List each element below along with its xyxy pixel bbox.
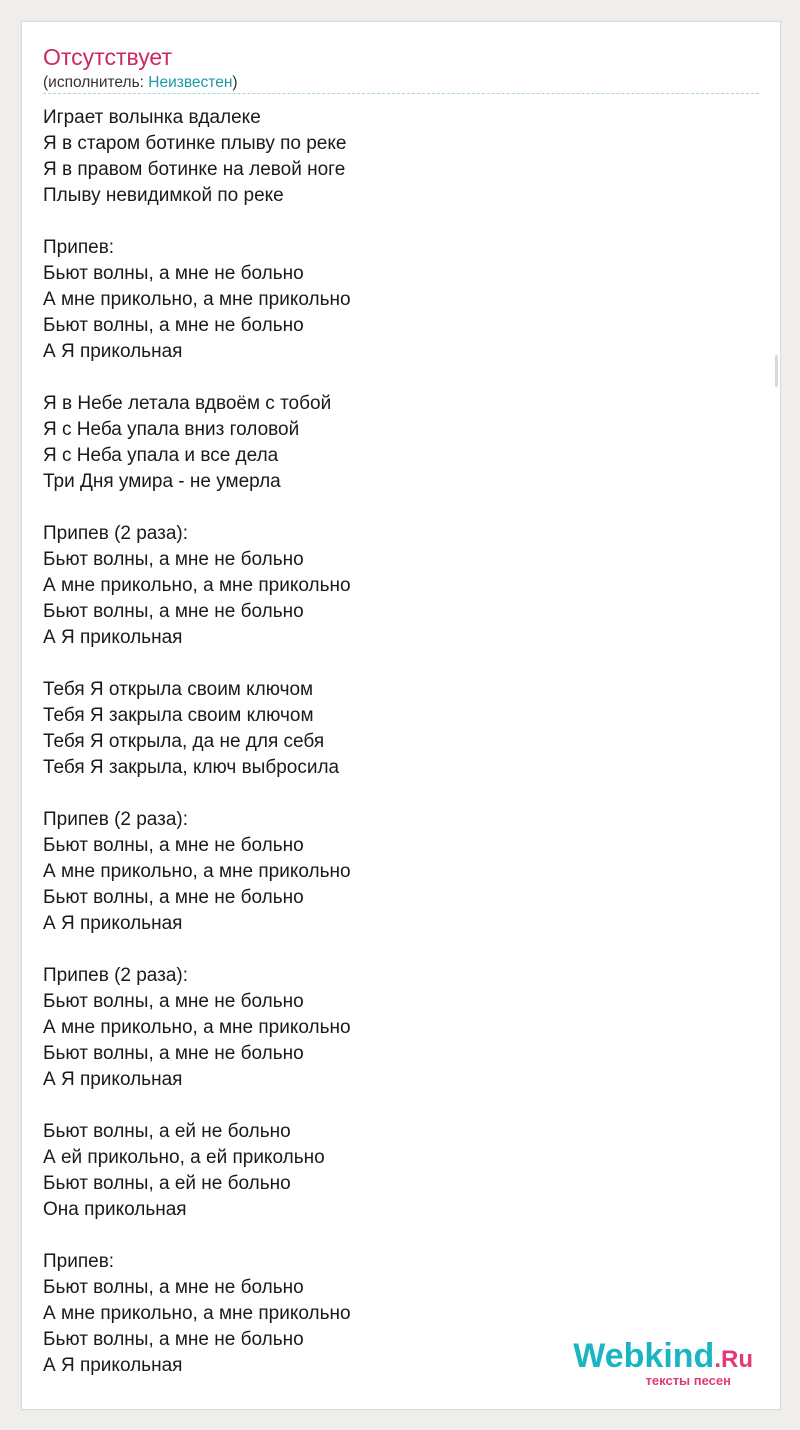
stanza-gap bbox=[43, 209, 351, 235]
lyric-line: Припев (2 раза): bbox=[43, 523, 189, 544]
artist-prefix: (исполнитель: bbox=[43, 74, 149, 91]
site-logo[interactable] bbox=[573, 1339, 753, 1388]
lyric-line: Тебя Я открыла своим ключом bbox=[43, 679, 314, 700]
logo-wordmark bbox=[573, 1339, 753, 1377]
lyric-line: А Я прикольная bbox=[43, 1355, 183, 1376]
lyric-line: Плыву невидимкой по реке bbox=[43, 185, 284, 206]
lyric-line: Я в правом ботинке на левой ноге bbox=[43, 159, 346, 180]
logo-tld: .Ru bbox=[714, 1346, 753, 1373]
lyric-line: Тебя Я закрыла своим ключом bbox=[43, 705, 314, 726]
lyric-line: А мне прикольно, а мне прикольно bbox=[43, 289, 351, 310]
lyric-line: А мне прикольно, а мне прикольно bbox=[43, 1017, 351, 1038]
lyric-line: Бьют волны, а мне не больно bbox=[43, 1329, 304, 1350]
lyric-line: Бьют волны, а мне не больно bbox=[43, 601, 304, 622]
lyric-line: А мне прикольно, а мне прикольно bbox=[43, 575, 351, 596]
stanza-gap bbox=[43, 495, 351, 521]
stanza-gap bbox=[43, 1093, 351, 1119]
lyrics-text bbox=[43, 105, 351, 1379]
artist-suffix: ) bbox=[232, 74, 238, 91]
lyric-line: А Я прикольная bbox=[43, 627, 183, 648]
lyric-line: А Я прикольная bbox=[43, 913, 183, 934]
lyric-line: Бьют волны, а ей не больно bbox=[43, 1173, 291, 1194]
lyric-line: Я в старом ботинке плыву по реке bbox=[43, 133, 347, 154]
lyric-line: Бьют волны, а мне не больно bbox=[43, 549, 304, 570]
lyric-line: Припев (2 раза): bbox=[43, 965, 189, 986]
lyric-line: Припев: bbox=[43, 237, 115, 258]
lyric-line: Припев: bbox=[43, 1251, 115, 1272]
lyric-line: Тебя Я закрыла, ключ выбросила bbox=[43, 757, 340, 778]
lyric-line: Припев (2 раза): bbox=[43, 809, 189, 830]
lyric-line: Я с Неба упала вниз головой bbox=[43, 419, 300, 440]
artist-line bbox=[43, 74, 238, 92]
scroll-indicator[interactable] bbox=[775, 355, 778, 387]
lyric-line: Три Дня умира - не умерла bbox=[43, 471, 281, 492]
lyric-line: Бьют волны, а мне не больно bbox=[43, 315, 304, 336]
lyric-line: Бьют волны, а мне не больно bbox=[43, 1043, 304, 1064]
stanza-gap bbox=[43, 1223, 351, 1249]
logo-name: Webkind bbox=[573, 1337, 715, 1375]
lyric-line: А Я прикольная bbox=[43, 341, 183, 362]
stanza-gap bbox=[43, 781, 351, 807]
lyric-line: Бьют волны, а мне не больно bbox=[43, 835, 304, 856]
lyric-line: Бьют волны, а мне не больно bbox=[43, 263, 304, 284]
stanza-gap bbox=[43, 651, 351, 677]
lyric-line: Бьют волны, а ей не больно bbox=[43, 1121, 291, 1142]
lyric-line: Тебя Я открыла, да не для себя bbox=[43, 731, 325, 752]
lyric-line: Она прикольная bbox=[43, 1199, 187, 1220]
logo-tagline: тексты песен bbox=[645, 1373, 731, 1388]
lyric-line: Бьют волны, а мне не больно bbox=[43, 1277, 304, 1298]
lyric-line: Я с Неба упала и все дела bbox=[43, 445, 279, 466]
lyric-line: А мне прикольно, а мне прикольно bbox=[43, 861, 351, 882]
lyric-line: Бьют волны, а мне не больно bbox=[43, 991, 304, 1012]
artist-link[interactable]: Неизвестен bbox=[148, 74, 233, 91]
song-title: Отсутствует bbox=[43, 44, 172, 70]
lyric-line: А Я прикольная bbox=[43, 1069, 183, 1090]
stanza-gap bbox=[43, 365, 351, 391]
lyrics-card bbox=[21, 21, 781, 1410]
lyric-line: А мне прикольно, а мне прикольно bbox=[43, 1303, 351, 1324]
lyric-line: Я в Небе летала вдвоём с тобой bbox=[43, 393, 332, 414]
lyric-line: Бьют волны, а мне не больно bbox=[43, 887, 304, 908]
stanza-gap bbox=[43, 937, 351, 963]
title-divider bbox=[43, 93, 759, 94]
lyric-line: А ей прикольно, а ей прикольно bbox=[43, 1147, 325, 1168]
lyric-line: Играет волынка вдалеке bbox=[43, 107, 261, 128]
